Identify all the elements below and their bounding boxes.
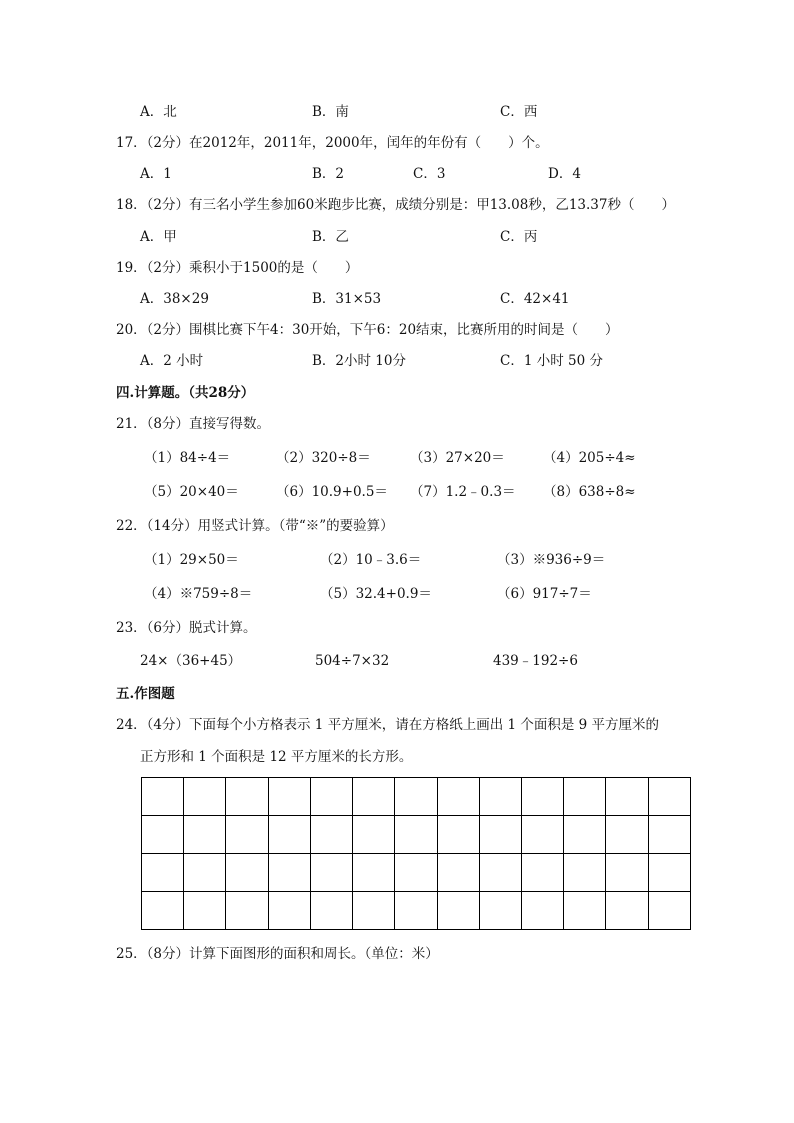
grid-cell[interactable] — [142, 778, 184, 816]
q21-item-3: （3）27×20＝ — [410, 450, 505, 466]
grid-cell[interactable] — [648, 854, 690, 892]
q21-item-1: （1）84÷4＝ — [144, 450, 231, 466]
grid-row — [142, 854, 691, 892]
grid-cell[interactable] — [184, 816, 226, 854]
section-5-title: 五.作图题 — [116, 686, 175, 702]
grid-cell[interactable] — [564, 778, 606, 816]
grid-cell[interactable] — [353, 816, 395, 854]
q17-option-a: A．1 — [140, 166, 172, 182]
grid-row — [142, 816, 691, 854]
q23-item-1: 24×（36+45） — [140, 653, 242, 669]
grid-cell[interactable] — [521, 778, 563, 816]
grid-row — [142, 892, 691, 930]
grid-cell[interactable] — [310, 778, 352, 816]
grid-cell[interactable] — [564, 816, 606, 854]
q20-option-b: B．2小时 10分 — [312, 353, 406, 369]
grid-cell[interactable] — [479, 854, 521, 892]
grid-cell[interactable] — [226, 778, 268, 816]
grid-cell[interactable] — [395, 778, 437, 816]
grid-cell[interactable] — [437, 892, 479, 930]
grid-cell[interactable] — [606, 816, 648, 854]
grid-cell[interactable] — [606, 892, 648, 930]
grid-cell[interactable] — [142, 892, 184, 930]
q22-item-5: （5）32.4+0.9＝ — [320, 586, 432, 602]
q18-option-c: C．丙 — [500, 229, 538, 245]
q21-item-7: （7）1.2﹣0.3＝ — [410, 484, 516, 500]
grid-cell[interactable] — [479, 778, 521, 816]
grid-cell[interactable] — [564, 854, 606, 892]
q22-stem: 22．（14分）用竖式计算。（带“※”的要验算） — [116, 518, 394, 534]
grid-cell[interactable] — [184, 854, 226, 892]
grid-cell[interactable] — [142, 854, 184, 892]
q22-item-2: （2）10﹣3.6＝ — [320, 552, 422, 568]
grid-cell[interactable] — [353, 892, 395, 930]
grid-cell[interactable] — [353, 854, 395, 892]
q19-stem: 19．（2分）乘积小于1500的是（ ） — [116, 260, 359, 276]
grid-cell[interactable] — [395, 854, 437, 892]
q19-option-a: A．38×29 — [140, 291, 209, 307]
q22-item-1: （1）29×50＝ — [144, 552, 239, 568]
q20-option-c: C．1 小时 50 分 — [500, 353, 603, 369]
q22-item-4: （4）※759÷8＝ — [144, 586, 253, 602]
q17-stem: 17．（2分）在2012年，2011年，2000年，闰年的年份有（ ）个。 — [116, 135, 549, 151]
q19-option-b: B．31×53 — [312, 291, 382, 307]
q17-option-d: D．4 — [548, 166, 581, 182]
q18-stem: 18．（2分）有三名小学生参加60米跑步比赛，成绩分别是：甲13.08秒，乙13.37秒（ ） — [116, 197, 675, 213]
q20-option-a: A．2 小时 — [140, 353, 204, 369]
grid-row — [142, 778, 691, 816]
grid-cell[interactable] — [648, 778, 690, 816]
q16-option-a: A．北 — [140, 104, 177, 120]
q23-stem: 23．（6分）脱式计算。 — [116, 620, 257, 636]
q21-stem: 21．（8分）直接写得数。 — [116, 416, 271, 432]
q23-item-2: 504÷7×32 — [315, 653, 390, 669]
q21-item-6: （6）10.9+0.5＝ — [276, 484, 388, 500]
grid-cell[interactable] — [395, 816, 437, 854]
q21-item-5: （5）20×40＝ — [144, 484, 239, 500]
q16-option-b: B．南 — [312, 104, 349, 120]
q24-stem-line-2: 正方形和 1 个面积是 12 平方厘米的长方形。 — [140, 749, 413, 765]
grid-cell[interactable] — [606, 778, 648, 816]
grid-cell[interactable] — [479, 892, 521, 930]
grid-cell[interactable] — [521, 892, 563, 930]
q21-item-2: （2）320÷8＝ — [276, 450, 371, 466]
grid-cell[interactable] — [479, 816, 521, 854]
grid-cell[interactable] — [564, 892, 606, 930]
grid-cell[interactable] — [648, 892, 690, 930]
q22-item-3: （3）※936÷9＝ — [497, 552, 606, 568]
grid-cell[interactable] — [142, 816, 184, 854]
q22-item-6: （6）917÷7＝ — [497, 586, 592, 602]
grid-cell[interactable] — [521, 816, 563, 854]
grid-cell[interactable] — [226, 892, 268, 930]
q18-option-b: B．乙 — [312, 229, 349, 245]
grid-body — [142, 778, 691, 930]
grid-cell[interactable] — [268, 892, 310, 930]
grid-cell[interactable] — [521, 854, 563, 892]
grid-cell[interactable] — [437, 854, 479, 892]
grid-cell[interactable] — [437, 816, 479, 854]
q20-stem: 20．（2分）围棋比赛下午4：30开始，下午6：20结束，比赛所用的时间是（ ） — [116, 322, 619, 338]
q21-item-8: （8）638÷8≈ — [543, 484, 636, 500]
grid-cell[interactable] — [184, 778, 226, 816]
grid-cell[interactable] — [310, 892, 352, 930]
grid-cell[interactable] — [268, 854, 310, 892]
grid-cell[interactable] — [268, 816, 310, 854]
grid-cell[interactable] — [184, 892, 226, 930]
grid-cell[interactable] — [606, 854, 648, 892]
q24-stem-line-1: 24．（4分）下面每个小方格表示 1 平方厘米，请在方格纸上画出 1 个面积是 9 平方厘米的 — [116, 717, 660, 733]
grid-cell[interactable] — [648, 816, 690, 854]
q18-option-a: A．甲 — [140, 229, 177, 245]
section-4-title: 四.计算题。（共28分） — [116, 385, 255, 401]
grid-cell[interactable] — [395, 892, 437, 930]
q16-option-c: C．西 — [500, 104, 538, 120]
q25-stem: 25．（8分）计算下面图形的面积和周长。（单位：米） — [116, 946, 439, 962]
grid-cell[interactable] — [268, 778, 310, 816]
q17-option-c: C．3 — [413, 166, 446, 182]
q17-option-b: B．2 — [312, 166, 345, 182]
grid-cell[interactable] — [437, 778, 479, 816]
q21-item-4: （4）205÷4≈ — [543, 450, 636, 466]
grid-cell[interactable] — [226, 816, 268, 854]
square-grid-paper[interactable] — [141, 777, 691, 930]
q23-item-3: 439﹣192÷6 — [493, 653, 578, 669]
grid-cell[interactable] — [226, 854, 268, 892]
grid-cell[interactable] — [310, 854, 352, 892]
grid-cell[interactable] — [310, 816, 352, 854]
q19-option-c: C．42×41 — [500, 291, 570, 307]
grid-cell[interactable] — [353, 778, 395, 816]
